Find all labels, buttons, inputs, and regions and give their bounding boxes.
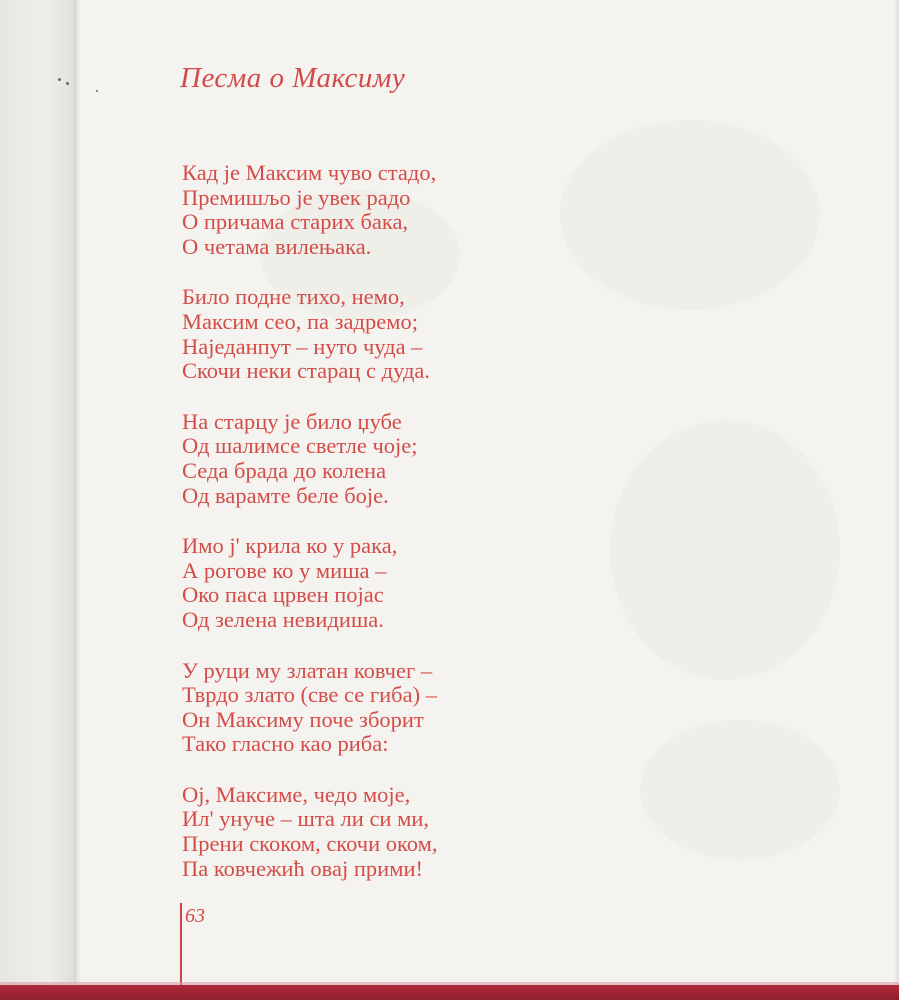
poem-line: А рогове ко у миша – <box>182 557 387 583</box>
poem-line: Око паса црвен појас <box>182 582 384 608</box>
poem-line: Имо ј' крила ко у рака, <box>182 533 398 559</box>
page-right-edge <box>894 0 899 1000</box>
faint-illustration-shape <box>640 720 840 860</box>
page-gutter <box>0 0 78 1000</box>
scan-speck <box>66 82 69 85</box>
poem-title: Песма о Максиму <box>180 62 406 94</box>
stanza <box>182 285 437 383</box>
stanza <box>182 161 437 259</box>
poem-line: Од зелена невидиша. <box>182 606 384 632</box>
poem-line: Па ковчежић овај прими! <box>182 855 423 881</box>
page-number-rule <box>180 903 182 985</box>
poem-line: Од варамте беле боје. <box>182 482 389 508</box>
poem-line: Ил' унуче – шта ли си ми, <box>182 806 429 832</box>
poem-line: Кад је Максим чуво стадо, <box>182 160 437 185</box>
poem-line: Он Максиму поче зборит <box>182 706 424 732</box>
poem-line: Скочи неки старац с дуда. <box>182 358 431 384</box>
poem-line: Наједанпут – нуто чуда – <box>182 333 423 359</box>
faint-illustration-shape <box>610 420 840 680</box>
poem-line: Премишљо је увек радо <box>182 184 411 210</box>
poem-line: Тако гласно као риба: <box>182 731 389 757</box>
poem-line: О четама вилењака. <box>182 233 372 259</box>
faint-illustration-shape <box>560 120 820 310</box>
poem-body <box>182 161 437 907</box>
poem-line: Седа брада до колена <box>182 457 387 483</box>
poem-line: Тврдо злато (све се гиба) – <box>182 682 437 708</box>
stanza <box>182 783 437 881</box>
poem-line: О причама старих бака, <box>182 209 409 235</box>
poem-line: Ој, Максиме, чедо моје, <box>182 781 411 807</box>
bottom-red-band <box>0 985 899 1000</box>
stanza <box>182 659 437 757</box>
poem-line: У руци му златан ковчег – <box>182 657 433 683</box>
stanza <box>182 534 437 632</box>
page-number: 63 <box>185 905 205 927</box>
poem-line: На старцу је било џубе <box>182 408 402 434</box>
poem-line: Од шалимсе светле чоје; <box>182 433 418 459</box>
scan-speck <box>96 90 98 92</box>
poem-line: Прени скоком, скочи оком, <box>182 831 438 857</box>
stanza <box>182 410 437 508</box>
poem-line: Било подне тихо, немо, <box>182 284 405 310</box>
poem-line: Максим сео, па задремо; <box>182 308 418 334</box>
scan-speck <box>58 78 61 81</box>
page-fold <box>74 0 80 1000</box>
